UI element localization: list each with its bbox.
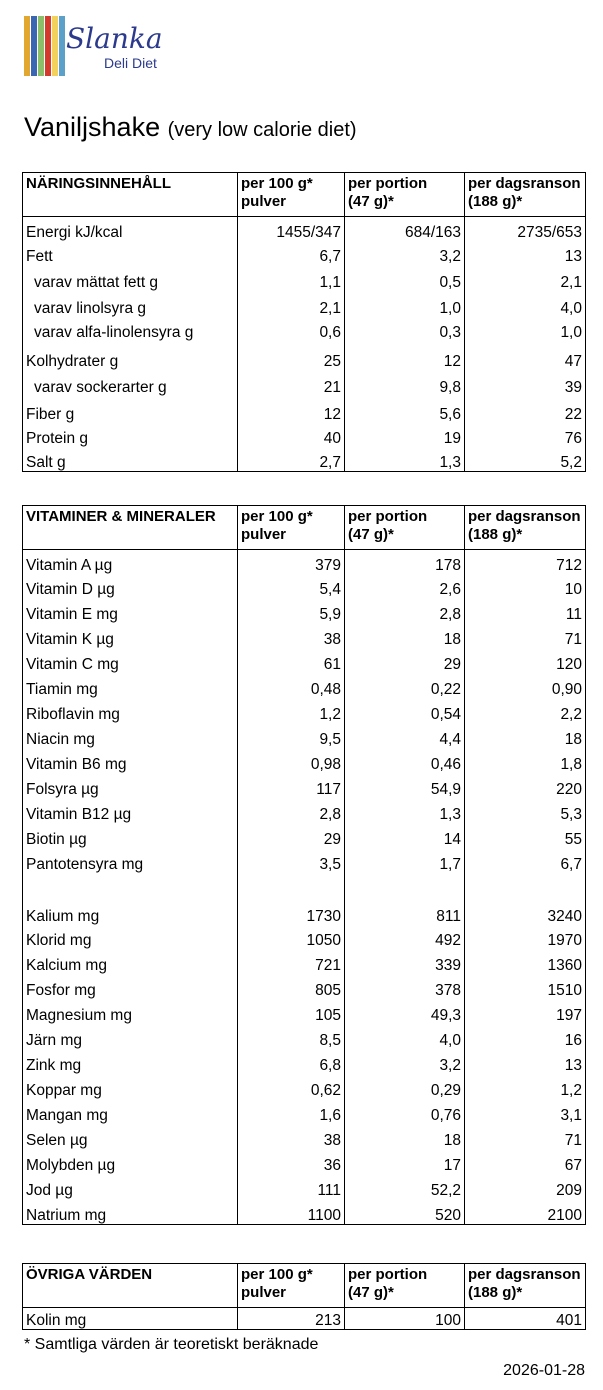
row-value: 1,3	[345, 799, 465, 824]
table-row	[23, 1050, 586, 1075]
table-row	[23, 242, 586, 266]
row-label: Energi kJ/kcal	[23, 217, 238, 242]
row-label: Vitamin K µg	[23, 624, 238, 649]
row-value: 2,1	[238, 292, 345, 318]
row-value: 16	[465, 1025, 586, 1050]
row-value: 0,5	[345, 266, 465, 292]
row-value: 520	[345, 1200, 465, 1225]
row-value: 1,0	[345, 292, 465, 318]
row-value: 4,4	[345, 724, 465, 749]
table-row	[23, 699, 586, 724]
row-label: Vitamin B12 µg	[23, 799, 238, 824]
row-value: 9,5	[238, 724, 345, 749]
row-value: 1100	[238, 1200, 345, 1225]
page-title	[24, 112, 357, 143]
row-value: 2,6	[345, 575, 465, 599]
row-value: 5,4	[238, 575, 345, 599]
logo-tagline: Deli Diet	[104, 55, 157, 71]
row-value: 1,7	[345, 849, 465, 874]
table-row	[23, 674, 586, 699]
table-row	[23, 1075, 586, 1100]
logo-mark	[24, 14, 184, 78]
row-value: 1510	[465, 975, 586, 1000]
row-value: 2,1	[465, 266, 586, 292]
document-date: 2026-01-28	[503, 1362, 585, 1379]
table-row	[23, 1150, 586, 1175]
table-row	[23, 424, 586, 448]
row-label: varav alfa-linolensyra g	[23, 318, 238, 342]
row-value: 40	[238, 424, 345, 448]
row-value: 721	[238, 950, 345, 975]
row-value: 1,3	[345, 448, 465, 472]
table-row	[23, 724, 586, 749]
row-label: Biotin µg	[23, 824, 238, 849]
table-header-row	[23, 173, 586, 217]
column-header	[23, 506, 238, 550]
row-value: 1,0	[465, 318, 586, 342]
table-row	[23, 849, 586, 874]
row-value: 220	[465, 774, 586, 799]
row-value: 54,9	[345, 774, 465, 799]
footnote: * Samtliga värden är teoretiskt beräknade	[24, 1336, 319, 1353]
row-value: 339	[345, 950, 465, 975]
logo-wordmark: Slanka	[66, 22, 163, 55]
column-header-line: ÖVRIGA VÄRDEN	[26, 1266, 153, 1283]
row-value: 14	[345, 824, 465, 849]
row-label: Vitamin C mg	[23, 649, 238, 674]
row-label: Koppar mg	[23, 1075, 238, 1100]
table-row	[23, 1175, 586, 1200]
row-value: 52,2	[345, 1175, 465, 1200]
column-header-line: (188 g)*	[468, 1284, 523, 1302]
row-label: Kalcium mg	[23, 950, 238, 975]
row-value: 2100	[465, 1200, 586, 1225]
row-value: 71	[465, 624, 586, 649]
column-header	[23, 173, 238, 217]
table-row	[23, 824, 586, 849]
row-label: Jod µg	[23, 1175, 238, 1200]
column-header-line: per 100 g*	[241, 508, 313, 525]
row-value	[345, 874, 465, 901]
row-value: 29	[345, 649, 465, 674]
row-value: 1,8	[465, 749, 586, 774]
row-value: 38	[238, 1125, 345, 1150]
column-header	[238, 506, 345, 550]
column-header	[23, 1264, 238, 1308]
table-row	[23, 975, 586, 1000]
table-row	[23, 1200, 586, 1225]
row-value: 29	[238, 824, 345, 849]
row-value: 21	[238, 371, 345, 397]
row-value: 120	[465, 649, 586, 674]
row-value: 10	[465, 575, 586, 599]
row-value: 0,98	[238, 749, 345, 774]
column-header-line: per 100 g*	[241, 1266, 313, 1283]
table-row	[23, 575, 586, 599]
row-label: Pantotensyra mg	[23, 849, 238, 874]
row-label	[23, 874, 238, 901]
row-value: 0,3	[345, 318, 465, 342]
row-value: 6,8	[238, 1050, 345, 1075]
row-value: 401	[465, 1308, 586, 1330]
row-value: 2,7	[238, 448, 345, 472]
column-header-line: (188 g)*	[468, 526, 523, 544]
row-value: 209	[465, 1175, 586, 1200]
row-value: 3,2	[345, 242, 465, 266]
row-value: 1,2	[465, 1075, 586, 1100]
row-label: Vitamin D µg	[23, 575, 238, 599]
row-label: Selen µg	[23, 1125, 238, 1150]
row-label: varav linolsyra g	[23, 292, 238, 318]
column-header	[345, 173, 465, 217]
column-header-line: per 100 g*	[241, 175, 313, 192]
row-value: 0,62	[238, 1075, 345, 1100]
column-header-line: per dagsranson	[468, 508, 581, 525]
row-value: 5,3	[465, 799, 586, 824]
row-value: 38	[238, 624, 345, 649]
column-header-line: (47 g)*	[348, 193, 394, 211]
logo-stripe	[38, 16, 44, 76]
table-row	[23, 550, 586, 575]
table-row	[23, 1025, 586, 1050]
row-value: 19	[345, 424, 465, 448]
table-row	[23, 926, 586, 950]
row-value: 0,90	[465, 674, 586, 699]
row-value: 1,2	[238, 699, 345, 724]
table-row	[23, 342, 586, 371]
row-value: 3240	[465, 901, 586, 926]
row-label: Niacin mg	[23, 724, 238, 749]
row-label: varav mättat fett g	[23, 266, 238, 292]
row-value: 76	[465, 424, 586, 448]
column-header-line: pulver	[241, 1284, 287, 1302]
column-header	[465, 1264, 586, 1308]
row-label: Mangan mg	[23, 1100, 238, 1125]
row-label: Vitamin E mg	[23, 599, 238, 624]
row-value: 811	[345, 901, 465, 926]
row-value: 100	[345, 1308, 465, 1330]
column-header-line: per portion	[348, 1266, 428, 1283]
row-value: 0,48	[238, 674, 345, 699]
column-header-line: (188 g)*	[468, 193, 523, 211]
row-label: Fiber g	[23, 397, 238, 424]
row-value: 12	[345, 342, 465, 371]
table-row	[23, 774, 586, 799]
column-header	[345, 1264, 465, 1308]
row-value: 0,76	[345, 1100, 465, 1125]
row-value: 13	[465, 242, 586, 266]
row-value: 1050	[238, 926, 345, 950]
logo-stripe	[52, 16, 58, 76]
row-value: 1730	[238, 901, 345, 926]
row-value: 17	[345, 1150, 465, 1175]
row-value: 117	[238, 774, 345, 799]
row-value: 492	[345, 926, 465, 950]
column-header-line: VITAMINER & MINERALER	[26, 508, 216, 525]
table-row	[23, 1100, 586, 1125]
row-label: Molybden µg	[23, 1150, 238, 1175]
column-header-line: (47 g)*	[348, 1284, 394, 1302]
table-header-row	[23, 506, 586, 550]
row-value: 0,29	[345, 1075, 465, 1100]
brand-logo	[24, 14, 184, 78]
row-value: 18	[345, 1125, 465, 1150]
row-label: Kalium mg	[23, 901, 238, 926]
row-label: Natrium mg	[23, 1200, 238, 1225]
table-header-row	[23, 1264, 586, 1308]
logo-stripe	[24, 16, 30, 76]
row-value: 105	[238, 1000, 345, 1025]
table-row	[23, 599, 586, 624]
table-row	[23, 397, 586, 424]
column-header	[238, 173, 345, 217]
row-value: 9,8	[345, 371, 465, 397]
column-header	[465, 506, 586, 550]
table-row	[23, 901, 586, 926]
row-value: 5,6	[345, 397, 465, 424]
row-value: 178	[345, 550, 465, 575]
spacer-row	[23, 874, 586, 901]
row-value: 18	[465, 724, 586, 749]
column-header	[238, 1264, 345, 1308]
row-value: 12	[238, 397, 345, 424]
row-label: Vitamin A µg	[23, 550, 238, 575]
table-row	[23, 318, 586, 342]
row-value: 18	[345, 624, 465, 649]
table-row	[23, 649, 586, 674]
row-value: 5,2	[465, 448, 586, 472]
row-value	[238, 874, 345, 901]
column-header-line: per portion	[348, 508, 428, 525]
row-value: 111	[238, 1175, 345, 1200]
row-label: Riboflavin mg	[23, 699, 238, 724]
row-label: Zink mg	[23, 1050, 238, 1075]
row-value: 6,7	[238, 242, 345, 266]
table-row	[23, 1308, 586, 1330]
row-value: 55	[465, 824, 586, 849]
row-value: 3,5	[238, 849, 345, 874]
row-value: 1,1	[238, 266, 345, 292]
row-label: varav sockerarter g	[23, 371, 238, 397]
row-label: Klorid mg	[23, 926, 238, 950]
row-label: Protein g	[23, 424, 238, 448]
row-value: 47	[465, 342, 586, 371]
row-label: Salt g	[23, 448, 238, 472]
column-header-line: per dagsranson	[468, 175, 581, 192]
row-value: 6,7	[465, 849, 586, 874]
row-label: Kolin mg	[23, 1308, 238, 1330]
logo-stripe	[59, 16, 65, 76]
nutrition-table	[22, 172, 586, 472]
row-value: 0,54	[345, 699, 465, 724]
row-value: 4,0	[465, 292, 586, 318]
row-value: 25	[238, 342, 345, 371]
column-header-line: per dagsranson	[468, 1266, 581, 1283]
column-header-line: pulver	[241, 526, 287, 544]
row-value	[465, 874, 586, 901]
table-row	[23, 217, 586, 242]
row-value: 379	[238, 550, 345, 575]
column-header-line: (47 g)*	[348, 526, 394, 544]
row-label: Magnesium mg	[23, 1000, 238, 1025]
row-value: 8,5	[238, 1025, 345, 1050]
row-value: 0,22	[345, 674, 465, 699]
row-value: 712	[465, 550, 586, 575]
table-row	[23, 448, 586, 472]
row-value: 1,6	[238, 1100, 345, 1125]
column-header	[465, 173, 586, 217]
row-value: 13	[465, 1050, 586, 1075]
row-value: 4,0	[345, 1025, 465, 1050]
row-label: Fosfor mg	[23, 975, 238, 1000]
row-value: 197	[465, 1000, 586, 1025]
row-value: 5,9	[238, 599, 345, 624]
row-value: 3,1	[465, 1100, 586, 1125]
row-value: 2735/653	[465, 217, 586, 242]
row-value: 39	[465, 371, 586, 397]
table-row	[23, 1125, 586, 1150]
table-row	[23, 624, 586, 649]
row-value: 0,46	[345, 749, 465, 774]
row-value: 213	[238, 1308, 345, 1330]
row-value: 805	[238, 975, 345, 1000]
row-value: 1360	[465, 950, 586, 975]
logo-stripe	[45, 16, 51, 76]
table-row	[23, 292, 586, 318]
logo-stripe	[31, 16, 37, 76]
column-header-line: per portion	[348, 175, 428, 192]
row-value: 3,2	[345, 1050, 465, 1075]
table-row	[23, 950, 586, 975]
row-value: 684/163	[345, 217, 465, 242]
row-label: Folsyra µg	[23, 774, 238, 799]
row-value: 36	[238, 1150, 345, 1175]
row-value: 2,2	[465, 699, 586, 724]
column-header-line: pulver	[241, 193, 287, 211]
column-header	[345, 506, 465, 550]
row-value: 1455/347	[238, 217, 345, 242]
row-label: Kolhydrater g	[23, 342, 238, 371]
table-row	[23, 749, 586, 774]
row-value: 378	[345, 975, 465, 1000]
row-value: 0,6	[238, 318, 345, 342]
row-value: 2,8	[238, 799, 345, 824]
row-label: Vitamin B6 mg	[23, 749, 238, 774]
row-label: Järn mg	[23, 1025, 238, 1050]
row-value: 2,8	[345, 599, 465, 624]
table-row	[23, 266, 586, 292]
row-value: 61	[238, 649, 345, 674]
row-value: 71	[465, 1125, 586, 1150]
row-label: Fett	[23, 242, 238, 266]
row-value: 11	[465, 599, 586, 624]
column-header-line: NÄRINGSINNEHÅLL	[26, 175, 171, 192]
table-row	[23, 371, 586, 397]
row-value: 67	[465, 1150, 586, 1175]
other-values-table	[22, 1263, 586, 1330]
table-row	[23, 799, 586, 824]
row-value: 1970	[465, 926, 586, 950]
row-label: Tiamin mg	[23, 674, 238, 699]
product-name: Vaniljshake	[24, 112, 161, 142]
vitamins-minerals-table	[22, 505, 586, 1225]
row-value: 22	[465, 397, 586, 424]
table-row	[23, 1000, 586, 1025]
product-subtitle: (very low calorie diet)	[167, 119, 357, 141]
row-value: 49,3	[345, 1000, 465, 1025]
